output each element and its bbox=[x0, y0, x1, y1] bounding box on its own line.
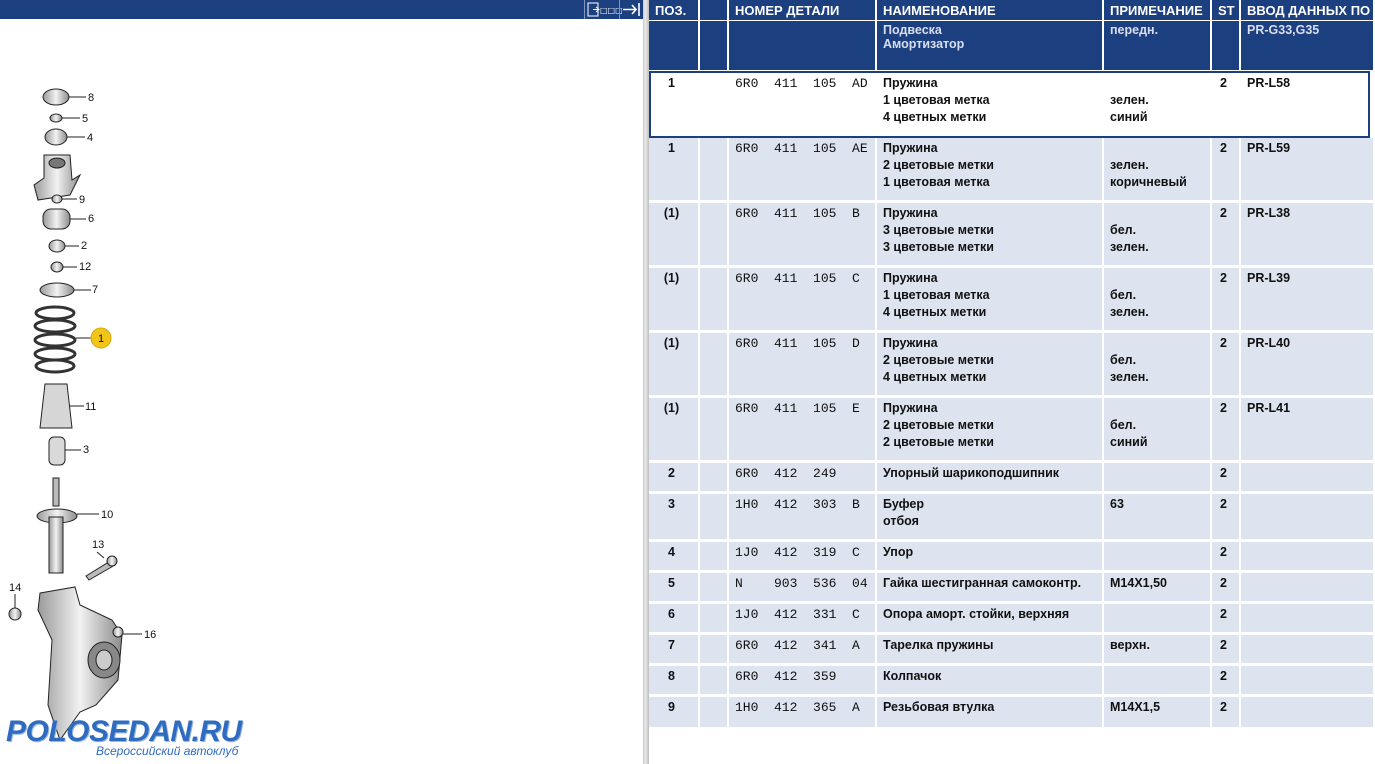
cell-note-line bbox=[1110, 668, 1206, 685]
subheader-part-number bbox=[728, 21, 876, 72]
diagram-pane[interactable] bbox=[0, 0, 643, 764]
cell-note-line bbox=[1110, 75, 1206, 92]
cell-name-line: 1 цветовая метка bbox=[883, 288, 990, 302]
cell-st: 2 bbox=[1211, 397, 1240, 462]
cell-name bbox=[876, 634, 1103, 665]
cell-note bbox=[1103, 72, 1211, 137]
part-1-spring-shape bbox=[35, 307, 75, 372]
callout-6[interactable]: 6 bbox=[88, 213, 95, 225]
subheader-note bbox=[1103, 21, 1211, 72]
cell-note bbox=[1103, 493, 1211, 541]
cell-blank bbox=[699, 397, 728, 462]
cell-pos: 4 bbox=[649, 541, 699, 572]
cell-part-number: 6R0 411 105 AD bbox=[728, 72, 876, 137]
header-blank bbox=[699, 0, 728, 21]
part-9-shape bbox=[52, 195, 62, 203]
cell-note bbox=[1103, 462, 1211, 493]
table-row[interactable] bbox=[649, 137, 1374, 202]
cell-name-line: 3 цветовые метки bbox=[883, 240, 994, 254]
cell-name-line: 3 цветовые метки bbox=[883, 223, 994, 237]
cell-note-line: бел. bbox=[1110, 353, 1137, 367]
cell-note-line bbox=[1110, 335, 1206, 352]
cell-note bbox=[1103, 397, 1211, 462]
cell-note bbox=[1103, 267, 1211, 332]
site-logo bbox=[6, 716, 242, 758]
callout-5[interactable]: 5 bbox=[82, 113, 89, 125]
callout-10[interactable]: 10 bbox=[101, 509, 114, 521]
cell-input bbox=[1240, 462, 1374, 493]
cell-note-line bbox=[1110, 270, 1206, 287]
table-subheader-row bbox=[649, 21, 1374, 72]
cell-name bbox=[876, 267, 1103, 332]
cell-blank bbox=[699, 603, 728, 634]
table-row[interactable] bbox=[649, 541, 1374, 572]
cell-part-number: 1H0 412 365 A bbox=[728, 696, 876, 727]
header-st[interactable]: ST bbox=[1211, 0, 1240, 21]
cell-name bbox=[876, 137, 1103, 202]
subheader-input bbox=[1240, 21, 1374, 72]
cell-note bbox=[1103, 137, 1211, 202]
subheader-name bbox=[876, 21, 1103, 72]
cell-part-number: 6R0 412 359 bbox=[728, 665, 876, 696]
cell-pos: 9 bbox=[649, 696, 699, 727]
table-body bbox=[649, 72, 1374, 727]
cell-part-number: 1J0 412 331 C bbox=[728, 603, 876, 634]
cell-st: 2 bbox=[1211, 696, 1240, 727]
cell-pos: 6 bbox=[649, 603, 699, 634]
cell-st: 2 bbox=[1211, 137, 1240, 202]
parts-table bbox=[649, 0, 1375, 727]
part-3-buffer-shape bbox=[49, 437, 65, 465]
part-11-boot-shape bbox=[40, 384, 72, 428]
table-row[interactable] bbox=[649, 634, 1374, 665]
cell-pos: 3 bbox=[649, 493, 699, 541]
cell-st: 2 bbox=[1211, 572, 1240, 603]
cell-part-number: N 903 536 04 bbox=[728, 572, 876, 603]
part-14-nut-shape bbox=[9, 608, 21, 620]
header-part-number[interactable]: НОМЕР ДЕТАЛИ bbox=[728, 0, 876, 21]
subheader-name-line: Амортизатор bbox=[883, 37, 965, 51]
cell-name-line: Пружина bbox=[883, 336, 938, 350]
cell-note bbox=[1103, 332, 1211, 397]
table-row[interactable] bbox=[649, 397, 1374, 462]
cell-note-line: 63 bbox=[1110, 497, 1124, 511]
cell-input bbox=[1240, 493, 1374, 541]
cell-blank bbox=[699, 541, 728, 572]
cell-part-number: 1H0 412 303 B bbox=[728, 493, 876, 541]
cell-note-line: бел. bbox=[1110, 288, 1137, 302]
cell-pos: 7 bbox=[649, 634, 699, 665]
cell-blank bbox=[699, 572, 728, 603]
cell-st: 2 bbox=[1211, 665, 1240, 696]
callout-3[interactable]: 3 bbox=[83, 444, 90, 456]
cell-name-line: Резьбовая втулка bbox=[883, 700, 995, 714]
cell-blank bbox=[699, 267, 728, 332]
cell-name-line: Гайка шестигранная самоконтр. bbox=[883, 576, 1082, 590]
callout-9[interactable]: 9 bbox=[79, 194, 86, 206]
cell-name-line: 4 цветных метки bbox=[883, 110, 987, 124]
cell-name-line: Пружина bbox=[883, 141, 938, 155]
cell-note-line: зелен. bbox=[1110, 305, 1149, 319]
cell-name-line: Буфер bbox=[883, 497, 924, 511]
cell-pos: (1) bbox=[649, 267, 699, 332]
cell-name-line: Пружина bbox=[883, 401, 938, 415]
cell-note-line: зелен. bbox=[1110, 158, 1149, 172]
part-10-rod-shape bbox=[53, 478, 59, 506]
cell-name bbox=[876, 665, 1103, 696]
cell-note bbox=[1103, 665, 1211, 696]
part-2-shape bbox=[49, 240, 65, 252]
cell-note-line bbox=[1110, 140, 1206, 157]
table-row[interactable] bbox=[649, 696, 1374, 727]
cell-blank bbox=[699, 332, 728, 397]
cell-note bbox=[1103, 696, 1211, 727]
table-row[interactable] bbox=[649, 202, 1374, 267]
subheader-note-line: передн. bbox=[1110, 23, 1159, 37]
cell-input: PR-L58 bbox=[1240, 72, 1374, 137]
cell-note-line bbox=[1110, 465, 1206, 482]
part-7-shape bbox=[40, 283, 74, 297]
cell-pos: 2 bbox=[649, 462, 699, 493]
part-8-shape bbox=[43, 89, 69, 105]
cell-note-line: зелен. bbox=[1110, 93, 1149, 107]
cell-pos: 1 bbox=[649, 137, 699, 202]
callout-14[interactable]: 14 bbox=[9, 582, 22, 594]
cell-st: 2 bbox=[1211, 72, 1240, 137]
table-row[interactable] bbox=[649, 462, 1374, 493]
part-4-shape bbox=[45, 129, 67, 145]
cell-name-line: Пружина bbox=[883, 76, 938, 90]
cell-name bbox=[876, 572, 1103, 603]
cell-input bbox=[1240, 572, 1374, 603]
cell-st: 2 bbox=[1211, 462, 1240, 493]
cell-pos: 1 bbox=[649, 72, 699, 137]
cell-input bbox=[1240, 634, 1374, 665]
cell-note-line: бел. bbox=[1110, 418, 1137, 432]
cell-note-line: верхн. bbox=[1110, 638, 1150, 652]
cell-name bbox=[876, 696, 1103, 727]
cell-name bbox=[876, 603, 1103, 634]
cell-part-number: 6R0 412 249 bbox=[728, 462, 876, 493]
part-6-shape bbox=[43, 209, 70, 229]
cell-note-line: коричневый bbox=[1110, 175, 1187, 189]
cell-blank bbox=[699, 634, 728, 665]
cell-part-number: 6R0 411 105 E bbox=[728, 397, 876, 462]
table-row[interactable] bbox=[649, 493, 1374, 541]
cell-input bbox=[1240, 665, 1374, 696]
cell-blank bbox=[699, 462, 728, 493]
table-row[interactable] bbox=[649, 572, 1374, 603]
cell-input: PR-L59 bbox=[1240, 137, 1374, 202]
cell-note-line: зелен. bbox=[1110, 240, 1149, 254]
cell-part-number: 6R0 411 105 B bbox=[728, 202, 876, 267]
cell-pos: (1) bbox=[649, 202, 699, 267]
header-note[interactable]: ПРИМЕЧАНИЕ bbox=[1103, 0, 1211, 21]
cell-st: 2 bbox=[1211, 541, 1240, 572]
cell-note-line bbox=[1110, 205, 1206, 222]
cell-name-line: Упорный шарикоподшипник bbox=[883, 466, 1060, 480]
cell-part-number: 6R0 411 105 AE bbox=[728, 137, 876, 202]
cell-blank bbox=[699, 696, 728, 727]
parts-table-pane[interactable] bbox=[649, 0, 1370, 764]
callout-4[interactable]: 4 bbox=[87, 132, 94, 144]
cell-name-line: Упор bbox=[883, 545, 914, 559]
cell-name bbox=[876, 493, 1103, 541]
cell-name-line: 1 цветовая метка bbox=[883, 175, 990, 189]
callout-11[interactable]: 11 bbox=[85, 401, 97, 413]
table-row[interactable] bbox=[649, 332, 1374, 397]
cell-name bbox=[876, 202, 1103, 267]
callout-8[interactable]: 8 bbox=[88, 92, 95, 104]
cell-part-number: 1J0 412 319 C bbox=[728, 541, 876, 572]
cell-note bbox=[1103, 541, 1211, 572]
cell-input bbox=[1240, 541, 1374, 572]
cell-pos: 8 bbox=[649, 665, 699, 696]
header-input[interactable]: ВВОД ДАННЫХ ПО bbox=[1240, 0, 1374, 21]
callout-16[interactable]: 16 bbox=[144, 629, 157, 641]
callout-12[interactable]: 12 bbox=[79, 261, 92, 273]
cell-note bbox=[1103, 603, 1211, 634]
callout-1[interactable]: 1 bbox=[98, 333, 105, 345]
cell-pos: (1) bbox=[649, 332, 699, 397]
cell-note-line: M14X1,5 bbox=[1110, 700, 1161, 714]
cell-name-line: 4 цветных метки bbox=[883, 370, 987, 384]
cell-input: PR-L41 bbox=[1240, 397, 1374, 462]
table-row[interactable] bbox=[649, 603, 1374, 634]
table-header-row bbox=[649, 0, 1374, 21]
cell-name-line: Опора аморт. стойки, верхняя bbox=[883, 607, 1070, 621]
cell-note-line: синий bbox=[1110, 110, 1148, 124]
part-5-shape bbox=[50, 114, 62, 122]
export-button-label: □□□ bbox=[600, 6, 623, 15]
cell-note-line: M14X1,50 bbox=[1110, 576, 1167, 590]
part-12-shape bbox=[51, 262, 63, 272]
cell-name bbox=[876, 332, 1103, 397]
cell-note bbox=[1103, 202, 1211, 267]
subheader-input-line: PR-G33,G35 bbox=[1247, 23, 1320, 37]
cell-input: PR-L40 bbox=[1240, 332, 1374, 397]
cell-pos: (1) bbox=[649, 397, 699, 462]
cell-name bbox=[876, 72, 1103, 137]
table-row[interactable] bbox=[649, 72, 1374, 137]
cell-name-line: 2 цветовые метки bbox=[883, 435, 994, 449]
cell-name-line: 2 цветовые метки bbox=[883, 353, 994, 367]
callout-7[interactable]: 7 bbox=[92, 284, 99, 296]
table-row[interactable] bbox=[649, 267, 1374, 332]
cell-name bbox=[876, 541, 1103, 572]
cell-name bbox=[876, 397, 1103, 462]
cell-blank bbox=[699, 493, 728, 541]
cell-part-number: 6R0 411 105 D bbox=[728, 332, 876, 397]
cell-input bbox=[1240, 603, 1374, 634]
cell-name-line: Пружина bbox=[883, 271, 938, 285]
cell-st: 2 bbox=[1211, 603, 1240, 634]
part-16-bolt-shape bbox=[113, 627, 123, 637]
callout-13[interactable]: 13 bbox=[92, 539, 105, 551]
cell-note bbox=[1103, 572, 1211, 603]
cell-note-line bbox=[1110, 544, 1206, 561]
cell-st: 2 bbox=[1211, 267, 1240, 332]
cell-name-line: Колпачок bbox=[883, 669, 942, 683]
cell-note-line: синий bbox=[1110, 435, 1148, 449]
cell-pos: 5 bbox=[649, 572, 699, 603]
cell-input bbox=[1240, 696, 1374, 727]
cell-name-line: 2 цветовые метки bbox=[883, 418, 994, 432]
logo-subtitle: Всероссийский автоклуб bbox=[96, 744, 239, 758]
cell-st: 2 bbox=[1211, 332, 1240, 397]
cell-name-line: 4 цветных метки bbox=[883, 305, 987, 319]
subheader-pos bbox=[649, 21, 699, 72]
cell-note-line bbox=[1110, 400, 1206, 417]
cell-blank bbox=[699, 202, 728, 267]
subheader-name-line: Подвеска bbox=[883, 23, 942, 37]
cell-blank bbox=[699, 72, 728, 137]
cell-st: 2 bbox=[1211, 493, 1240, 541]
table-row[interactable] bbox=[649, 665, 1374, 696]
cell-part-number: 6R0 411 105 C bbox=[728, 267, 876, 332]
cell-name-line: отбоя bbox=[883, 514, 919, 528]
header-name[interactable]: НАИМЕНОВАНИЕ bbox=[876, 0, 1103, 21]
cell-part-number: 6R0 412 341 A bbox=[728, 634, 876, 665]
cell-name-line: 2 цветовые метки bbox=[883, 158, 994, 172]
cell-name-line: Тарелка пружины bbox=[883, 638, 994, 652]
cell-blank bbox=[699, 665, 728, 696]
suspension-exploded-diagram bbox=[0, 0, 643, 764]
cell-name-line: Пружина bbox=[883, 206, 938, 220]
cell-note-line: зелен. bbox=[1110, 370, 1149, 384]
cell-input: PR-L39 bbox=[1240, 267, 1374, 332]
subheader-st bbox=[1211, 21, 1240, 72]
cell-note bbox=[1103, 634, 1211, 665]
cell-input: PR-L38 bbox=[1240, 202, 1374, 267]
cell-blank bbox=[699, 137, 728, 202]
cell-note-line: бел. bbox=[1110, 223, 1137, 237]
header-pos[interactable]: ПОЗ. bbox=[649, 0, 699, 21]
cell-name bbox=[876, 462, 1103, 493]
cell-note-line bbox=[1110, 606, 1206, 623]
subheader-blank bbox=[699, 21, 728, 72]
cell-name-line: 1 цветовая метка bbox=[883, 93, 990, 107]
cell-st: 2 bbox=[1211, 634, 1240, 665]
callout-2[interactable]: 2 bbox=[81, 240, 88, 252]
cell-st: 2 bbox=[1211, 202, 1240, 267]
logo-text: POLOSEDAN.RU bbox=[6, 715, 242, 748]
